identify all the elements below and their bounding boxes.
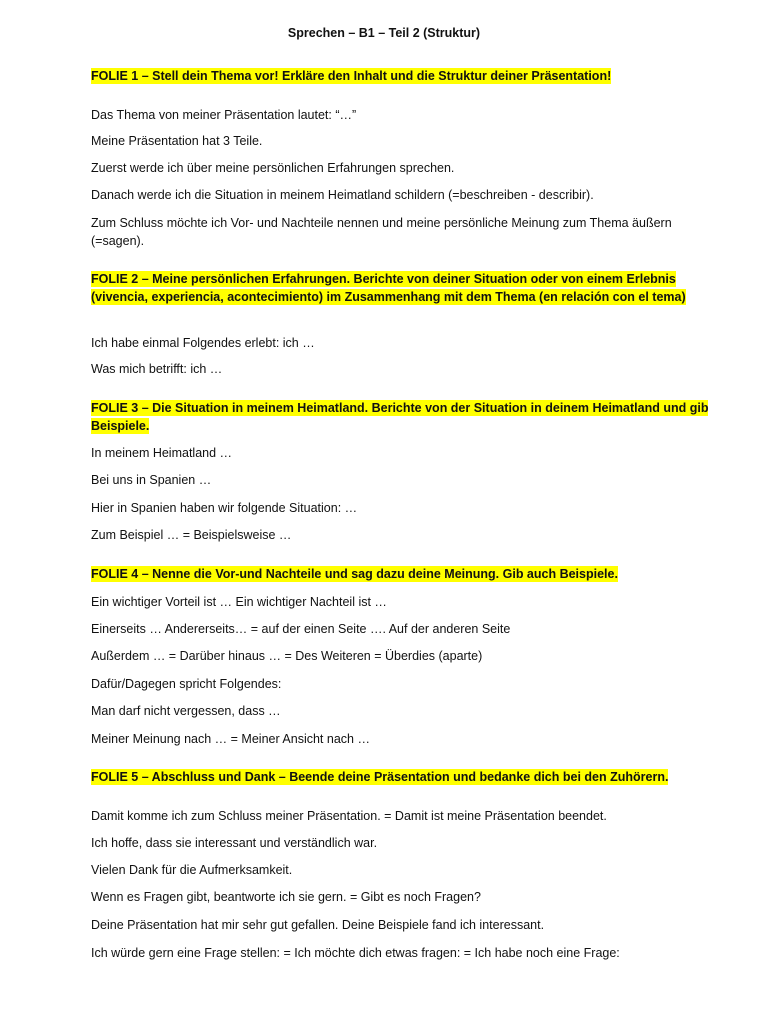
folie2-line-1: Ich habe einmal Folgendes erlebt: ich … — [91, 336, 315, 350]
folie4-line-1: Ein wichtiger Vorteil ist … Ein wichtiger Nachteil ist … — [91, 595, 387, 609]
folie5-line-1: Damit komme ich zum Schluss meiner Präsentation. = Damit ist meine Präsentation beendet. — [91, 809, 607, 823]
folie3-line-3: Hier in Spanien haben wir folgende Situation: … — [91, 501, 358, 515]
folie3-heading-line-1 — [91, 400, 709, 417]
document-title: Sprechen – B1 – Teil 2 (Struktur) — [287, 26, 481, 40]
folie1-line-5: Zum Schluss möchte ich Vor- und Nachteile nennen und meine persönliche Meinung zum Thema äußern — [91, 216, 672, 230]
folie2-heading-text-2: (vivencia, experiencia, acontecimiento) im Zusammenhang mit dem Thema (en relación con el tema) — [91, 290, 686, 304]
folie4-heading — [91, 566, 691, 583]
folie3-line-4: Zum Beispiel … = Beispielsweise … — [91, 528, 292, 542]
folie5-heading — [91, 769, 691, 786]
folie4-line-6: Meiner Meinung nach … = Meiner Ansicht nach … — [91, 732, 370, 746]
folie5-line-2: Ich hoffe, dass sie interessant und verständlich war. — [91, 836, 378, 850]
folie3-heading-text-1: FOLIE 3 – Die Situation in meinem Heimatland. Berichte von der Situation in deinem Heimatland und gib — [91, 401, 709, 415]
folie1-line-2: Meine Präsentation hat 3 Teile. — [91, 134, 263, 148]
folie2-heading-text-1: FOLIE 2 – Meine persönlichen Erfahrungen. Berichte von deiner Situation oder von einem Erlebnis — [91, 272, 676, 286]
folie3-heading-text-2: Beispiele. — [91, 419, 150, 433]
folie5-line-4: Wenn es Fragen gibt, beantworte ich sie gern. = Gibt es noch Fragen? — [91, 890, 481, 904]
folie5-line-3: Vielen Dank für die Aufmerksamkeit. — [91, 863, 293, 877]
folie2-line-2: Was mich betrifft: ich … — [91, 362, 223, 376]
folie1-line-4: Danach werde ich die Situation in meinem Heimatland schildern (=beschreiben - describir). — [91, 188, 594, 202]
folie5-line-6: Ich würde gern eine Frage stellen: = Ich möchte dich etwas fragen: = Ich habe noch eine Frage: — [91, 946, 620, 960]
folie3-line-2: Bei uns in Spanien … — [91, 473, 212, 487]
folie4-line-3: Außerdem … = Darüber hinaus … = Des Weiteren = Überdies (aparte) — [91, 649, 483, 663]
folie3-line-1: In meinem Heimatland … — [91, 446, 233, 460]
folie4-line-5: Man darf nicht vergessen, dass … — [91, 704, 281, 718]
folie4-line-2: Einerseits … Andererseits… = auf der einen Seite …. Auf der anderen Seite — [91, 622, 511, 636]
folie4-heading-text: FOLIE 4 – Nenne die Vor-und Nachteile und sag dazu deine Meinung. Gib auch Beispiele. — [91, 567, 618, 581]
folie1-line-6: (=sagen). — [91, 234, 145, 248]
folie1-heading — [91, 68, 691, 85]
folie1-line-3: Zuerst werde ich über meine persönlichen Erfahrungen sprechen. — [91, 161, 455, 175]
folie4-line-4: Dafür/Dagegen spricht Folgendes: — [91, 677, 282, 691]
folie3-heading-line-2 — [91, 418, 691, 435]
folie1-line-1: Das Thema von meiner Präsentation lautet: “…” — [91, 108, 357, 122]
folie2-heading-line-2 — [91, 289, 691, 306]
folie5-line-5: Deine Präsentation hat mir sehr gut gefallen. Deine Beispiele fand ich interessant. — [91, 918, 545, 932]
folie1-heading-text: FOLIE 1 – Stell dein Thema vor! Erkläre den Inhalt und die Struktur deiner Präsentation! — [91, 69, 612, 83]
folie5-heading-text: FOLIE 5 – Abschluss und Dank – Beende deine Präsentation und bedanke dich bei den Zuhörern. — [91, 770, 669, 784]
folie2-heading-line-1 — [91, 271, 691, 288]
